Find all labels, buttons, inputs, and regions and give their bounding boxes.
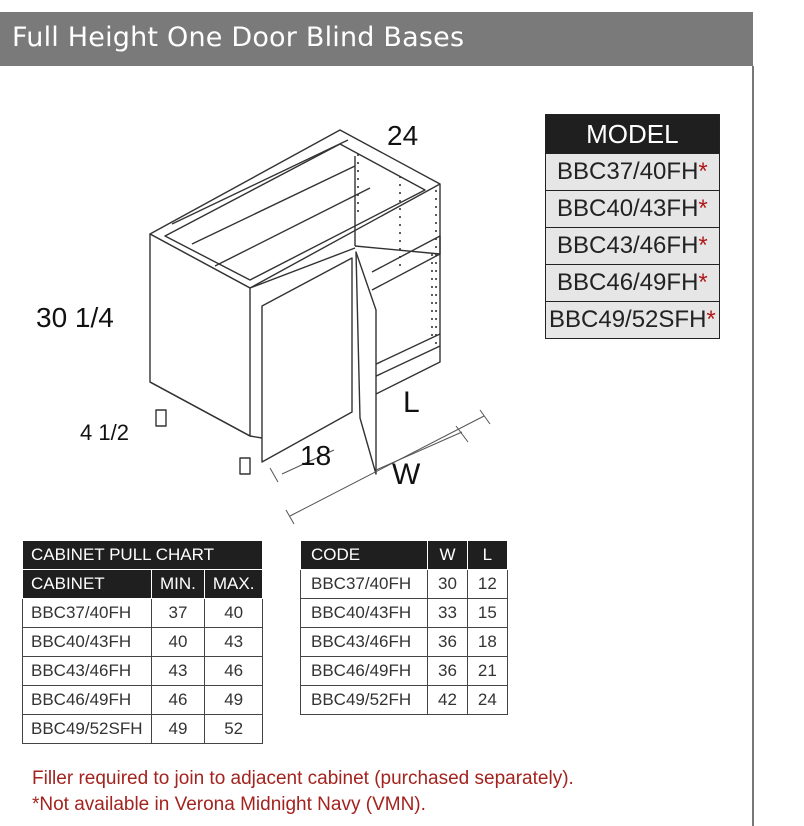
table-row: BBC37/40FH 30 12 <box>301 570 508 599</box>
length-dimension: L <box>403 386 420 419</box>
model-row: BBC49/52SFH* <box>546 302 720 339</box>
table-row: BBC43/46FH 43 46 <box>23 657 263 686</box>
pull-header-min: MIN. <box>152 570 205 599</box>
model-row: BBC46/49FH* <box>546 265 720 302</box>
model-row: BBC43/46FH* <box>546 228 720 265</box>
pull-chart-title: CABINET PULL CHART <box>23 541 263 570</box>
model-table <box>545 114 720 339</box>
page-header <box>0 12 753 66</box>
height-dimension: 30 1/4 <box>36 302 114 333</box>
code-header: CODE <box>301 541 428 570</box>
table-row: BBC46/49FH 36 21 <box>301 657 508 686</box>
door-width-dimension: 18 <box>300 440 332 471</box>
model-row: BBC37/40FH* <box>546 154 720 191</box>
cabinet-pull-chart <box>22 540 263 744</box>
table-row: BBC37/40FH 37 40 <box>23 599 263 628</box>
model-heading: MODEL <box>546 115 720 154</box>
width-dimension: W <box>392 458 421 491</box>
table-row: BBC49/52FH 42 24 <box>301 686 508 715</box>
table-row: BBC40/43FH 40 43 <box>23 628 263 657</box>
w-header: W <box>428 541 468 570</box>
availability-note: *Not available in Verona Midnight Navy (VMN). <box>32 794 426 815</box>
table-row: BBC40/43FH 33 15 <box>301 599 508 628</box>
toe-kick-dimension: 4 1/2 <box>80 420 129 445</box>
depth-dimension: 24 <box>387 120 419 151</box>
page-border-line <box>752 66 754 826</box>
cabinet-drawing <box>0 66 560 536</box>
page-title: Full Height One Door Blind Bases <box>12 22 465 53</box>
l-header: L <box>467 541 507 570</box>
table-row: BBC43/46FH 36 18 <box>301 628 508 657</box>
table-row: BBC46/49FH 46 49 <box>23 686 263 715</box>
model-row: BBC40/43FH* <box>546 191 720 228</box>
pull-header-max: MAX. <box>204 570 263 599</box>
code-dimension-table <box>300 540 508 715</box>
filler-note: Filler required to join to adjacent cabinet (purchased separately). <box>32 768 574 789</box>
table-row: BBC49/52SFH 49 52 <box>23 715 263 744</box>
pull-header-cabinet: CABINET <box>23 570 152 599</box>
